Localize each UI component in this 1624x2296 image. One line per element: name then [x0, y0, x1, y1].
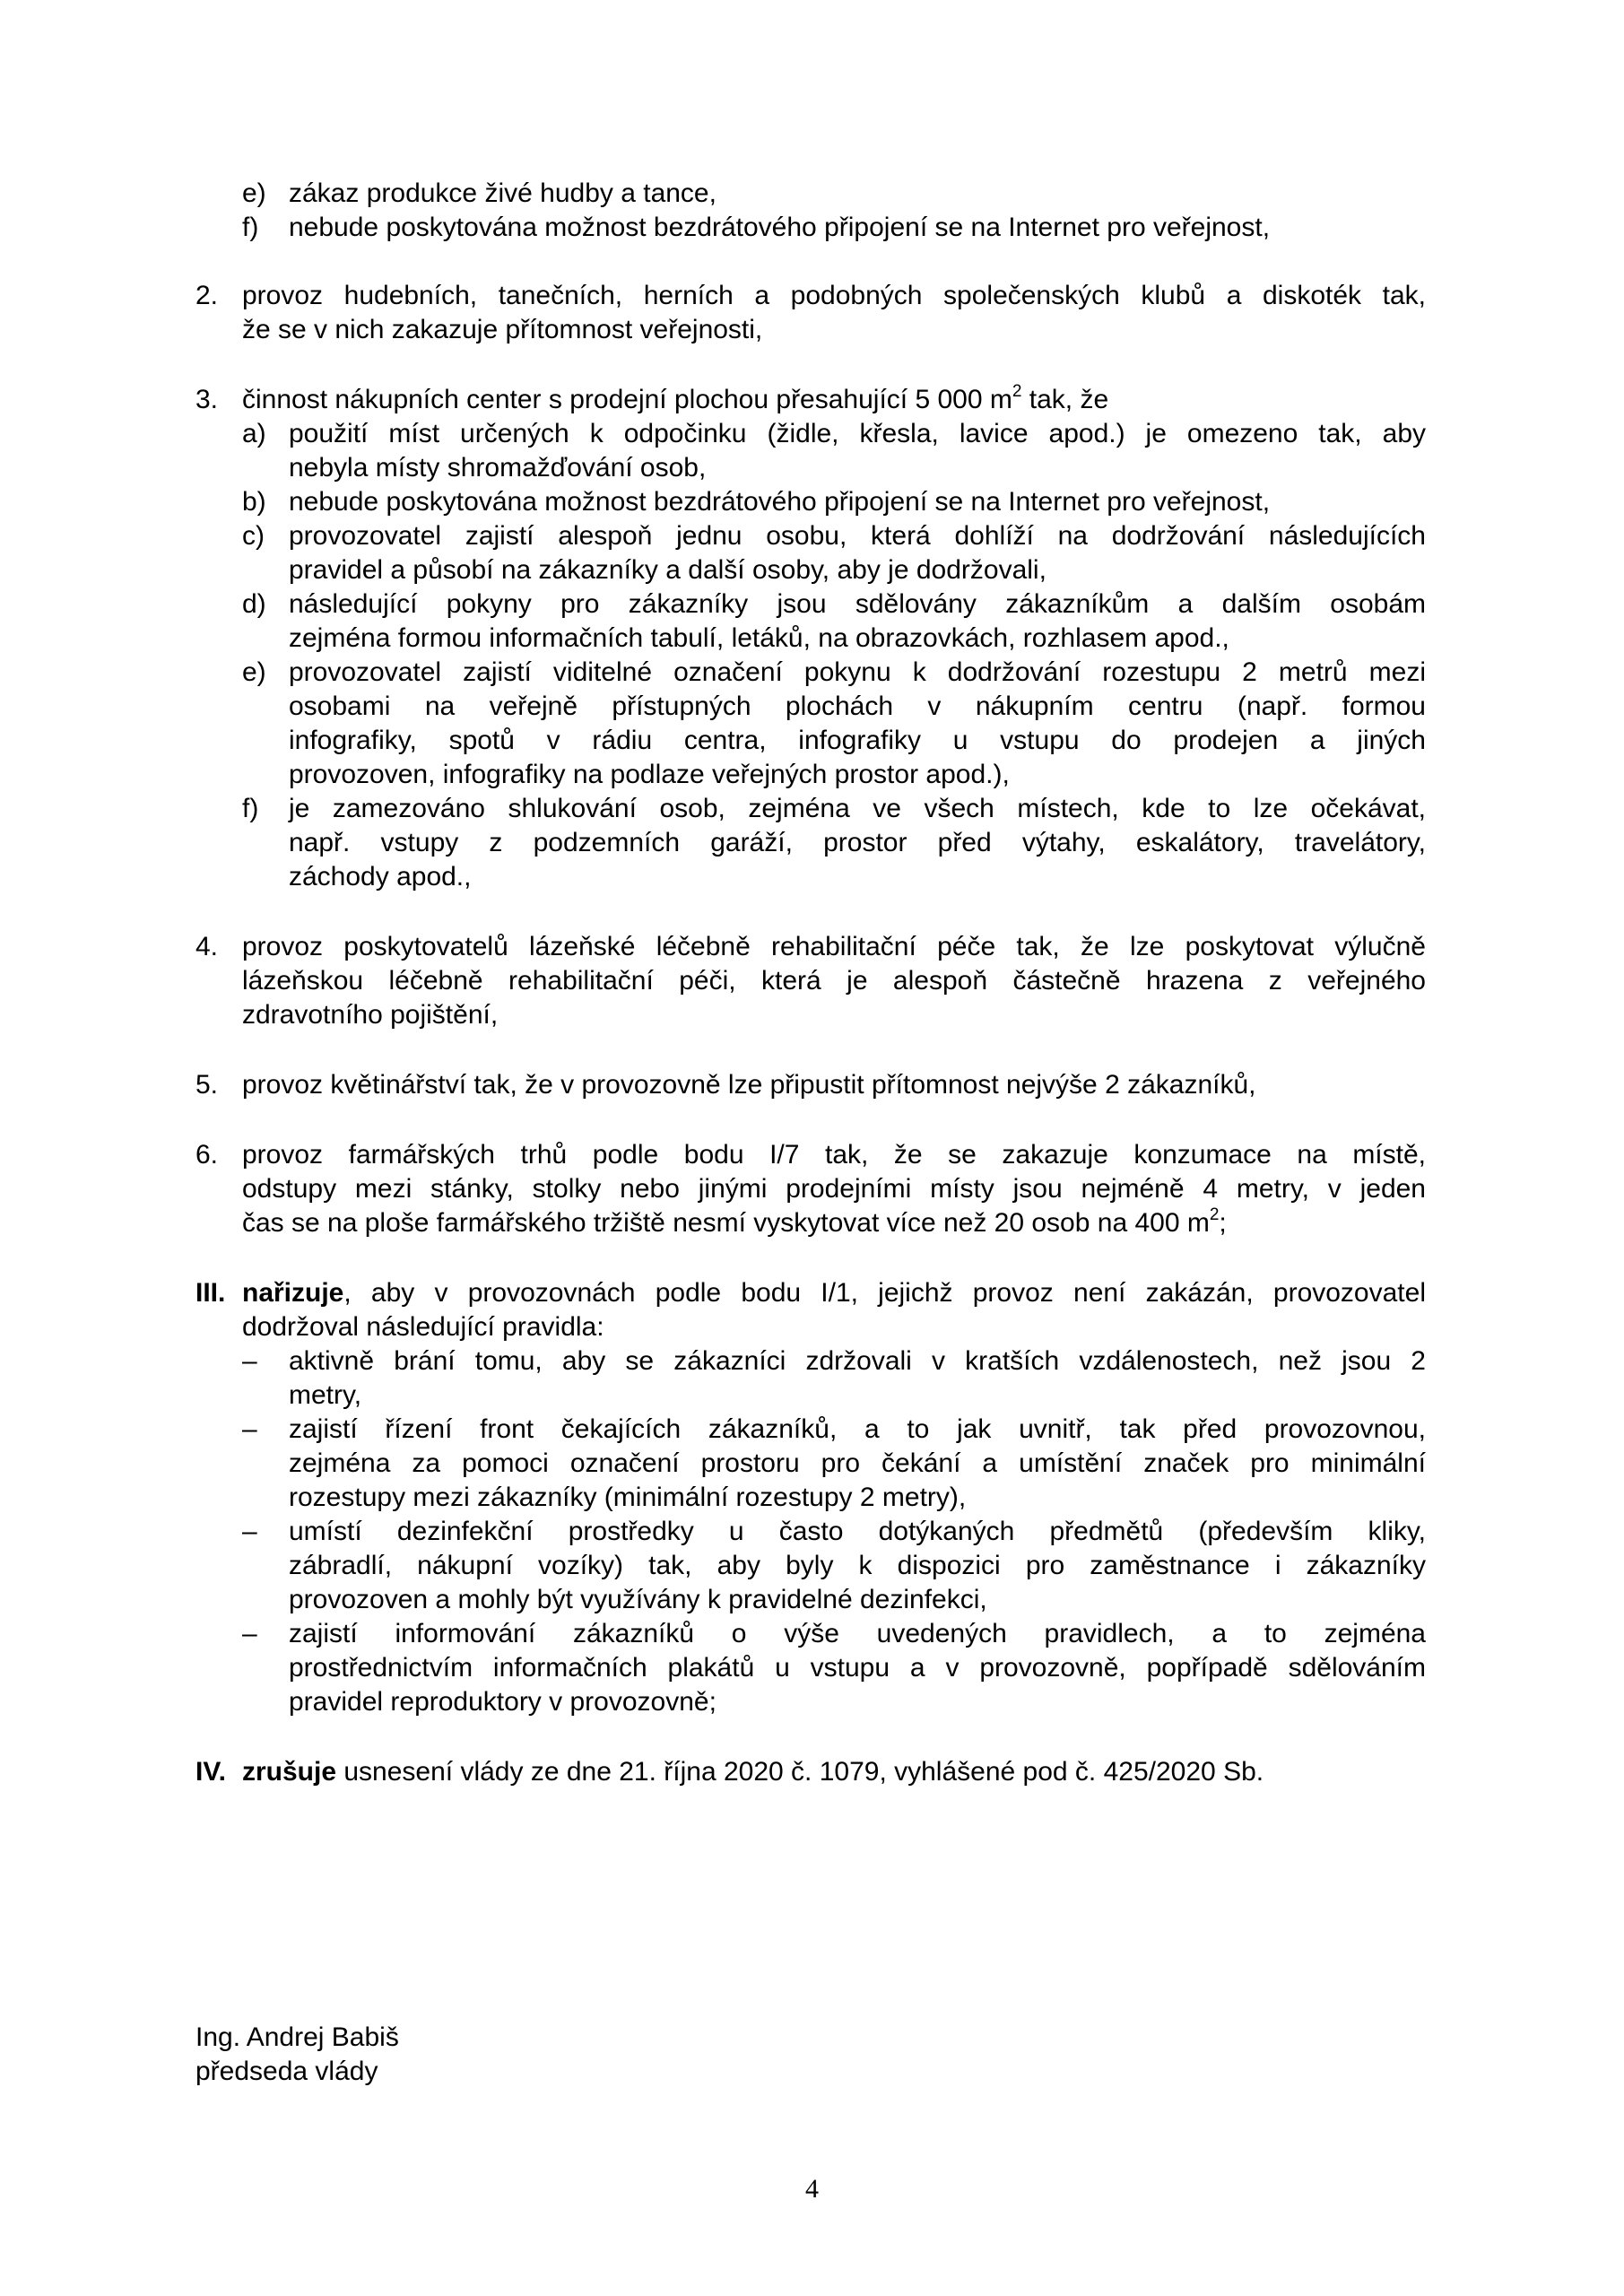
list-item-text: umístí dezinfekční prostředky u často dotýkaných předmětů (především kliky,: [289, 1517, 1426, 1546]
list-label: f): [242, 213, 259, 242]
list-item-text: např. vstupy z podzemních garáží, prostor před výtahy, eskalátory, travelátory,: [289, 828, 1426, 857]
list-item-text: zejména formou informačních tabulí, letáků, na obrazovkách, rozhlasem apod.,: [289, 623, 1229, 653]
list-label: e): [242, 178, 266, 208]
list-number: 5.: [195, 1070, 219, 1100]
list-item-text: čas se na ploše farmářského tržiště nesmí vyskytovat více než 20 osob na 400 $m^2$;: [242, 1205, 1227, 1238]
list-item-text: záchody apod.,: [289, 862, 472, 891]
list-item-text: použití míst určených k odpočinku (židle, křesla, lavice apod.) je omezeno tak, aby: [289, 419, 1426, 448]
list-item-text: provoz farmářských trhů podle bodu I/7 tak, že se zakazuje konzumace na místě,: [242, 1140, 1426, 1170]
list-item-text: provoz květinářství tak, že v provozovně lze připustit přítomnost nejvýše 2 zákazníků,: [242, 1070, 1256, 1100]
superscript: 2: [1209, 1205, 1220, 1224]
section-number: IV.: [195, 1757, 226, 1787]
page-number: 4: [805, 2174, 819, 2204]
list-item-text: je zamezováno shlukování osob, zejména ve všech místech, kde to lze očekávat,: [289, 794, 1426, 823]
list-item-text: odstupy mezi stánky, stolky nebo jinými prodejními místy jsou nejméně 4 metry, v jeden: [242, 1174, 1426, 1204]
dash-bullet: –: [242, 1414, 257, 1444]
list-item-text: provoz poskytovatelů lázeňské léčebně rehabilitační péče tak, že lze poskytovat výlučně: [242, 932, 1426, 961]
list-label: e): [242, 657, 266, 687]
list-number: 3.: [195, 385, 219, 414]
list-label: c): [242, 521, 265, 551]
list-item-text: následující pokyny pro zákazníky jsou sdělovány zákazníkům a dalším osobám: [289, 589, 1426, 619]
list-number: 6.: [195, 1140, 219, 1170]
list-item-text: metry,: [289, 1380, 362, 1410]
signature-name: Ing. Andrej Babiš: [195, 2022, 399, 2052]
section-text: dodržoval následující pravidla:: [242, 1312, 604, 1342]
list-label: d): [242, 589, 266, 619]
list-item-text: činnost nákupních center s prodejní plochou přesahující 5 000 $m^2$ tak, že: [242, 382, 1109, 414]
section-text: zrušuje usnesení vlády ze dne 21. října 2020 č. 1079, vyhlášené pod č. 425/2020 Sb.: [242, 1757, 1264, 1787]
list-item-text: prostřednictvím informačních plakátů u vstupu a v provozovně, popřípadě sdělováním: [289, 1653, 1426, 1683]
dash-bullet: –: [242, 1346, 257, 1376]
list-item-text: zajistí informování zákazníků o výše uvedených pravidlech, a to zejména: [289, 1619, 1426, 1648]
dash-bullet: –: [242, 1619, 257, 1648]
list-item-text: provozovatel zajistí viditelné označení pokynu k dodržování rozestupu 2 metrů mezi: [289, 657, 1426, 687]
list-item-text: pravidel reproduktory v provozovně;: [289, 1687, 716, 1717]
list-item-text: zejména za pomoci označení prostoru pro čekání a umístění značek pro minimální: [289, 1448, 1426, 1478]
list-item-text: rozestupy mezi zákazníky (minimální rozestupy 2 metry),: [289, 1483, 967, 1512]
list-item-text: zákaz produkce živé hudby a tance,: [289, 178, 716, 208]
list-item-text: provozoven a mohly být využívány k pravidelné dezinfekci,: [289, 1585, 987, 1614]
list-item-text: nebyla místy shromažďování osob,: [289, 453, 707, 483]
list-item-text: aktivně brání tomu, aby se zákazníci zdržovali v kratších vzdálenostech, než jsou 2: [289, 1346, 1426, 1376]
list-item-text: provozoven, infografiky na podlaze veřejných prostor apod.),: [289, 760, 1010, 789]
list-item-text: zajistí řízení front čekajících zákazníků, a to jak uvnitř, tak před provozovnou,: [289, 1414, 1426, 1444]
list-item-text: infografiky, spotů v rádiu centra, infografiky u vstupu do prodejen a jiných: [289, 726, 1426, 755]
superscript: 2: [1012, 382, 1022, 401]
list-label: f): [242, 794, 259, 823]
list-item-text: lázeňskou léčebně rehabilitační péči, která je alespoň částečně hrazena z veřejného: [242, 966, 1426, 996]
list-item-text: provozovatel zajistí alespoň jednu osobu, která dohlíží na dodržování následujících: [289, 521, 1426, 551]
list-label: a): [242, 419, 266, 448]
list-number: 2.: [195, 281, 219, 310]
list-item-text: osobami na veřejně přístupných plochách v nákupním centru (např. formou: [289, 691, 1426, 721]
signature-title: předseda vlády: [195, 2057, 378, 2086]
bold-keyword: nařizuje: [242, 1278, 344, 1308]
list-item-text: že se v nich zakazuje přítomnost veřejnosti,: [242, 315, 763, 344]
list-item-text: provoz hudebních, tanečních, herních a podobných společenských klubů a diskoték tak,: [242, 281, 1426, 310]
list-item-text: zdravotního pojištění,: [242, 1000, 499, 1030]
section-number: III.: [195, 1278, 226, 1308]
list-item-text: nebude poskytována možnost bezdrátového připojení se na Internet pro veřejnost,: [289, 487, 1271, 517]
list-number: 4.: [195, 932, 219, 961]
list-label: b): [242, 487, 266, 517]
list-item-text: zábradlí, nákupní vozíky) tak, aby byly k dispozici pro zaměstnance i zákazníky: [289, 1551, 1426, 1580]
dash-bullet: –: [242, 1517, 257, 1546]
list-item-text: pravidel a působí na zákazníky a další osoby, aby je dodržovali,: [289, 555, 1046, 585]
section-text: nařizuje, aby v provozovnách podle bodu I/1, jejichž provoz není zakázán, provozovatel: [242, 1278, 1426, 1308]
bold-keyword: zrušuje: [242, 1757, 337, 1787]
list-item-text: nebude poskytována možnost bezdrátového připojení se na Internet pro veřejnost,: [289, 213, 1271, 242]
